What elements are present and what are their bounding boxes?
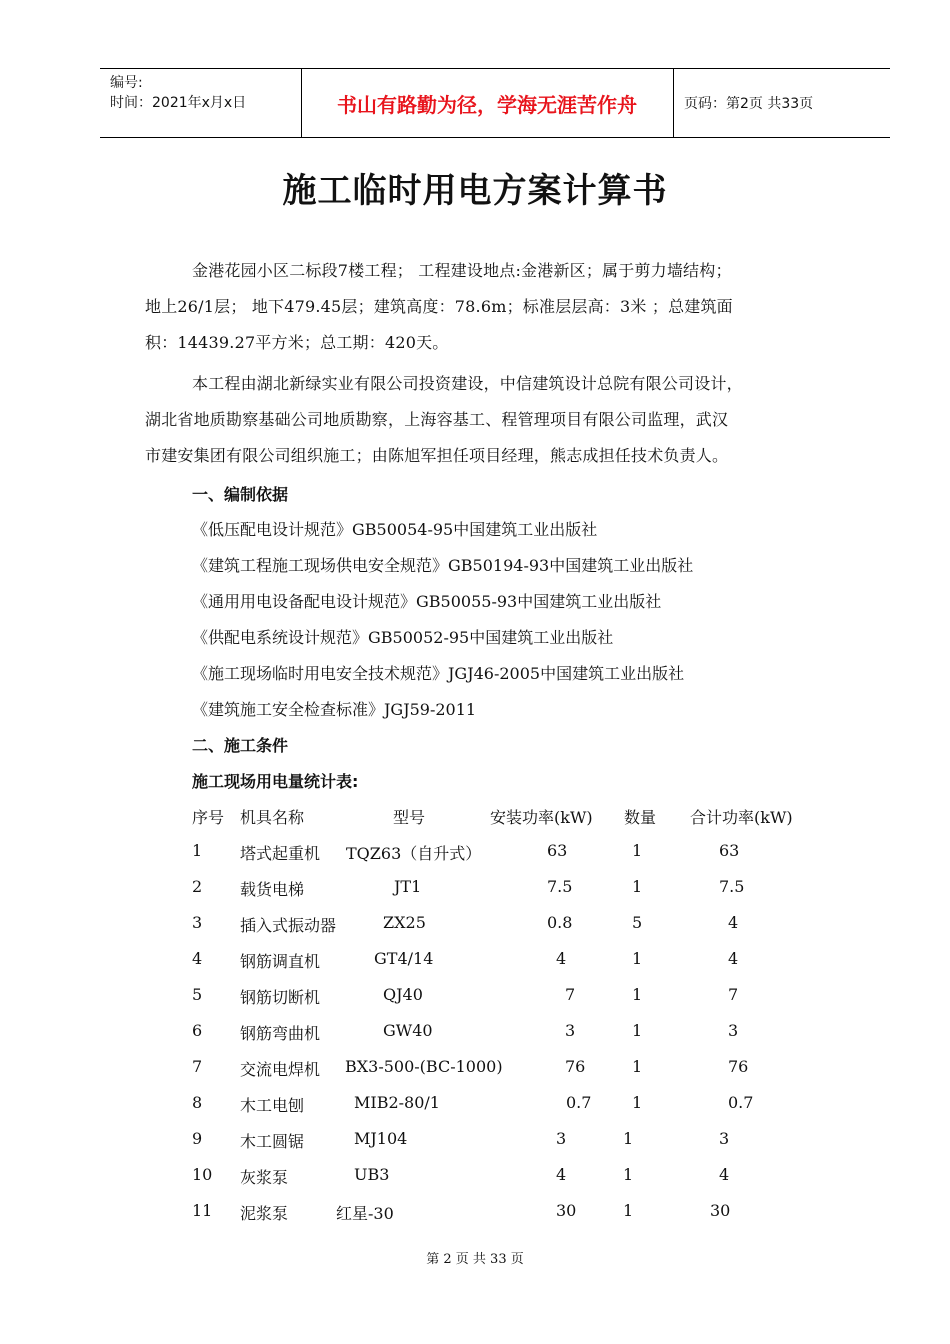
cell-total: 76 [728,1057,749,1076]
cell-power: 0.8 [547,913,573,932]
col-header-qty: 数量 [624,808,657,827]
cell-qty: 1 [632,1021,643,1040]
cell-qty: 1 [623,1201,634,1220]
cell-total: 3 [728,1021,739,1040]
col-header-index: 序号 [192,808,225,827]
cell-index: 4 [192,949,203,968]
reference-item: 《通用用电设备配电设计规范》GB50055-93中国建筑工业出版社 [192,592,662,611]
cell-qty: 1 [632,949,643,968]
cell-qty: 1 [632,1057,643,1076]
cell-name: 钢筋弯曲机 [240,1024,321,1043]
cell-total: 4 [728,949,739,968]
table-row [0,1201,950,1225]
cell-index: 10 [192,1165,213,1184]
reference-item: 《供配电系统设计规范》GB50052-95中国建筑工业出版社 [192,628,614,647]
date-label: 时间：2021年x月x日 [110,95,247,111]
table-row [0,1093,950,1117]
cell-index: 2 [192,877,203,896]
cell-power: 7 [565,985,576,1004]
table-row [0,985,950,1009]
code-label: 编号: [110,75,143,91]
cell-qty: 1 [632,1093,643,1112]
cell-model: QJ40 [383,985,423,1004]
cell-qty: 1 [632,877,643,896]
cell-name: 塔式起重机 [240,844,321,863]
intro-line: 湖北省地质勘察基础公司地质勘察，上海容基工、程管理项目有限公司监理，武汉 [145,410,729,429]
intro-paragraph-1 [145,253,845,361]
table-row [0,841,950,865]
cell-index: 7 [192,1057,203,1076]
cell-qty: 1 [632,985,643,1004]
reference-item: 《低压配电设计规范》GB50054-95中国建筑工业出版社 [192,520,598,539]
intro-paragraph-2 [145,366,845,474]
cell-power: 0.7 [566,1093,592,1112]
header-meta [110,73,246,113]
table-row [0,1165,950,1189]
cell-power: 76 [565,1057,586,1076]
cell-total: 0.7 [728,1093,754,1112]
cell-total: 30 [710,1201,731,1220]
intro-line: 地上26/1层； 地下479.45层；建筑高度：78.6m；标准层层高：3米 ；总建筑面 [145,297,733,316]
cell-qty: 1 [632,841,643,860]
cell-name: 插入式振动器 [240,916,337,935]
table-row [0,877,950,901]
section-heading-basis: 一、编制依据 [192,485,289,504]
reference-item: 《建筑工程施工现场供电安全规范》GB50194-93中国建筑工业出版社 [192,556,694,575]
cell-index: 11 [192,1201,213,1220]
cell-name: 钢筋切断机 [240,988,321,1007]
page-header [100,68,890,138]
cell-total: 4 [728,913,739,932]
equipment-table-header [0,805,950,829]
table-row [0,1021,950,1045]
cell-name: 交流电焊机 [240,1060,321,1079]
header-motto: 书山有路勤为径，学海无涯苦作舟 [337,92,637,117]
cell-power: 4 [556,1165,567,1184]
intro-line: 金港花园小区二标段7楼工程； 工程建设地点:金港新区；属于剪力墙结构； [192,261,732,280]
col-header-name: 机具名称 [240,808,305,827]
cell-total: 7.5 [719,877,745,896]
cell-name: 钢筋调直机 [240,952,321,971]
cell-model: GW40 [383,1021,433,1040]
cell-qty: 5 [632,913,643,932]
cell-name: 载货电梯 [240,880,305,899]
cell-model: MJ104 [354,1129,408,1148]
cell-power: 63 [547,841,568,860]
reference-item: 《建筑施工安全检查标准》JGJ59-2011 [192,700,477,719]
col-header-total: 合计功率(kW) [690,808,793,827]
cell-power: 3 [565,1021,576,1040]
cell-total: 4 [719,1165,730,1184]
cell-index: 8 [192,1093,203,1112]
cell-model: MIB2-80/1 [354,1093,440,1112]
intro-line: 积：14439.27平方米；总工期：420天。 [145,333,449,352]
cell-power: 7.5 [547,877,573,896]
cell-index: 6 [192,1021,203,1040]
cell-power: 30 [556,1201,577,1220]
cell-total: 3 [719,1129,730,1148]
intro-line: 本工程由湖北新绿实业有限公司投资建设，中信建筑设计总院有限公司设计， [192,374,743,393]
cell-qty: 1 [623,1129,634,1148]
col-header-power: 安装功率(kW) [490,808,593,827]
cell-model: JT1 [394,877,422,896]
header-divider-right [673,69,674,137]
cell-index: 9 [192,1129,203,1148]
cell-name: 泥浆泵 [240,1204,289,1223]
table-row [0,913,950,937]
section-heading-conditions: 二、施工条件 [192,736,289,755]
cell-qty: 1 [623,1165,634,1184]
document-title: 施工临时用电方案计算书 [282,171,668,211]
cell-model: BX3-500-(BC-1000) [345,1057,503,1076]
cell-total: 63 [719,841,740,860]
cell-index: 5 [192,985,203,1004]
cell-model: TQZ63（自升式） [346,844,482,863]
reference-item: 《施工现场临时用电安全技术规范》JGJ46-2005中国建筑工业出版社 [192,664,685,683]
col-header-model: 型号 [393,808,426,827]
cell-model: UB3 [354,1165,390,1184]
table-row [0,1129,950,1153]
cell-model: 红星-30 [336,1204,394,1223]
cell-index: 3 [192,913,203,932]
cell-name: 木工电刨 [240,1096,305,1115]
table-row [0,1057,950,1081]
table-caption: 施工现场用电量统计表: [192,772,359,791]
cell-model: GT4/14 [374,949,434,968]
cell-name: 灰浆泵 [240,1168,289,1187]
intro-line: 市建安集团有限公司组织施工；由陈旭军担任项目经理，熊志成担任技术负责人。 [145,446,729,465]
page-footer: 第 2 页 共 33 页 [426,1252,524,1267]
cell-power: 3 [556,1129,567,1148]
cell-name: 木工圆锯 [240,1132,305,1151]
cell-model: ZX25 [383,913,426,932]
cell-power: 4 [556,949,567,968]
header-page-info: 页码：第2页 共33页 [684,96,814,112]
cell-index: 1 [192,841,203,860]
table-row [0,949,950,973]
cell-total: 7 [728,985,739,1004]
